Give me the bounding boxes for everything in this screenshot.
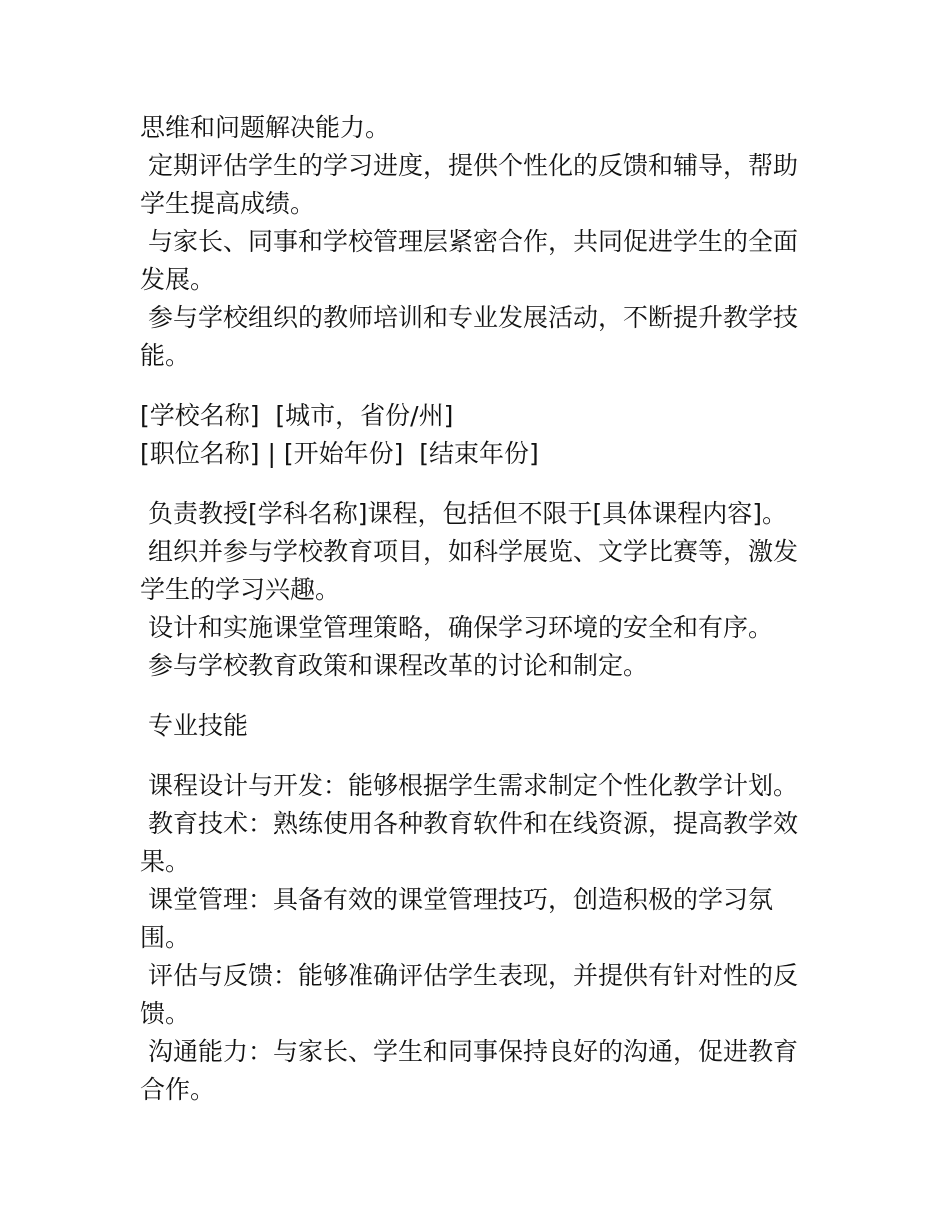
skills-heading-block xyxy=(140,707,810,745)
skills-list xyxy=(140,767,810,1109)
skill-line: 合作。 xyxy=(140,1075,216,1104)
experience-details xyxy=(140,495,810,685)
skill-line: 教育技术：熟练使用各种教育软件和在线资源，提高教学效 xyxy=(140,809,798,838)
text-line: 学生的学习兴趣。 xyxy=(140,575,341,604)
responsibilities-paragraph xyxy=(140,109,810,375)
position-line: [职位名称] | [开始年份] [结束年份] xyxy=(140,439,539,468)
skill-line: 馈。 xyxy=(140,999,191,1028)
text-line: 能。 xyxy=(140,341,191,370)
paragraph-gap xyxy=(140,745,810,767)
text-line: 与家长、同事和学校管理层紧密合作，共同促进学生的全面 xyxy=(140,227,798,256)
text-line: 负责教授[学科名称]课程，包括但不限于[具体课程内容]。 xyxy=(140,499,787,528)
skills-heading: 专业技能 xyxy=(140,711,248,740)
text-line: 学生提高成绩。 xyxy=(140,189,316,218)
text-line: 组织并参与学校教育项目，如科学展览、文学比赛等，激发 xyxy=(140,537,798,566)
text-line: 参与学校教育政策和课程改革的讨论和制定。 xyxy=(140,651,648,680)
text-line: 思维和问题解决能力。 xyxy=(140,113,391,142)
skill-line: 评估与反馈：能够准确评估学生表现，并提供有针对性的反 xyxy=(140,961,798,990)
experience-header xyxy=(140,397,810,473)
paragraph-gap xyxy=(140,473,810,495)
skill-line: 课程设计与开发：能够根据学生需求制定个性化教学计划。 xyxy=(140,771,798,800)
text-line: 参与学校组织的教师培训和专业发展活动，不断提升教学技 xyxy=(140,303,798,332)
text-line: 设计和实施课堂管理策略，确保学习环境的安全和有序。 xyxy=(140,613,773,642)
skill-line: 课堂管理：具备有效的课堂管理技巧，创造积极的学习氛围。 xyxy=(140,885,773,952)
skill-line: 果。 xyxy=(140,847,191,876)
text-line: 发展。 xyxy=(140,265,216,294)
paragraph-gap xyxy=(140,685,810,707)
school-name-line: [学校名称] [城市，省份/州] xyxy=(140,401,454,430)
text-line: 定期评估学生的学习进度，提供个性化的反馈和辅导，帮助 xyxy=(140,151,798,180)
document-page xyxy=(140,109,810,1109)
skill-line: 沟通能力：与家长、学生和同事保持良好的沟通，促进教育 xyxy=(140,1037,798,1066)
paragraph-gap xyxy=(140,375,810,397)
